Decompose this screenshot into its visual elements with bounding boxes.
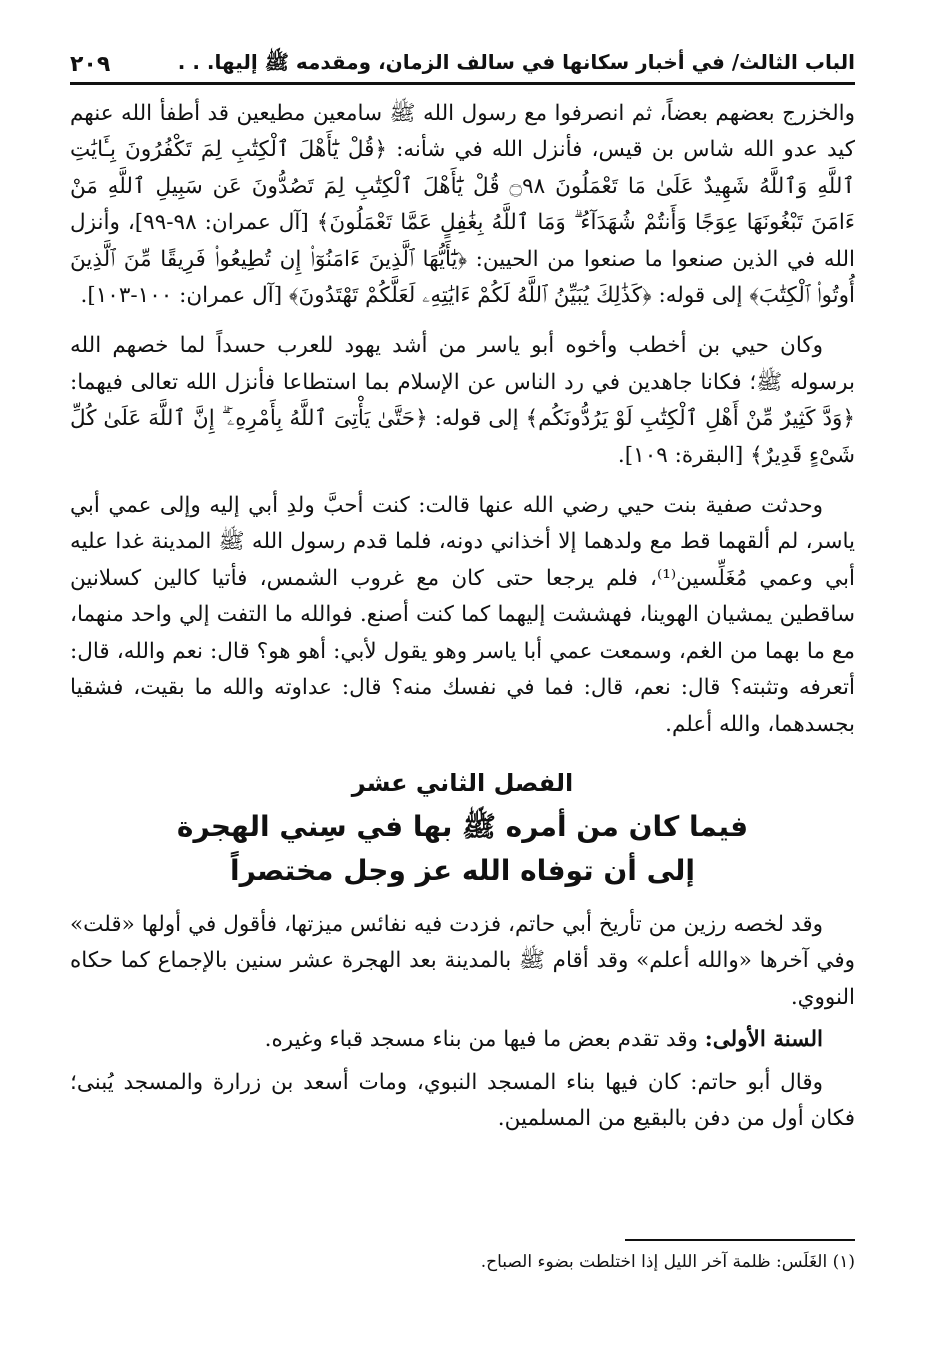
main-text bbox=[70, 96, 855, 1137]
footnote-divider bbox=[625, 1239, 855, 1241]
paragraph: وقال أبو حاتم: كان فيها بناء المسجد النبوي، ومات أسعد بن زرارة والمسجد يُبنى؛ فكان أول من دفن بالبقيع من المسلمين. bbox=[70, 1069, 855, 1131]
running-title: الباب الثالث/ في أخبار سكانها في سالف الزمان، ومقدمه ﷺ إليها. . . bbox=[177, 49, 855, 74]
footnote: (١) الغَلَس: ظلمة آخر الليل إذا اختلطت بضوء الصباح. bbox=[480, 1252, 855, 1272]
paragraph: والخزرج بعضهم بعضاً، ثم انصرفوا مع رسول الله ﷺ سامعين مطيعين قد أطفأ الله عنهم كيد عدو الله شاس بن قيس، فأنزل الله في شأنه: ﴿قُلْ يَٰٓأَهْلَ ٱلْكِتَٰبِ لِمَ تَكْفُرُونَ بِـَٔايَٰتِ ٱللَّهِ وَٱللَّهُ شَهِيدٌ عَلَىٰ مَا تَعْمَلُونَ ۝٩٨ قُلْ يَٰٓأَهْلَ ٱلْكِتَٰبِ لِمَ تَصُدُّونَ عَن سَبِيلِ ٱللَّهِ مَنْ ءَامَنَ تَبْغُونَهَا عِوَجًا وَأَنتُمْ شُهَدَآءُ ۗ وَمَا ٱللَّهُ بِغَٰفِلٍ عَمَّا تَعْمَلُونَ﴾ [آل عمران: ٩٨-٩٩]، وأنزل الله في الذين صنعوا ما صنعوا من الحيين: ﴿يَٰٓأَيُّهَا ٱلَّذِينَ ءَامَنُوٓا۟ إِن تُطِيعُوا۟ فَرِيقًا مِّنَ ٱلَّذِينَ أُوتُوا۟ ٱلْكِتَٰبَ﴾ إلى قوله: ﴿كَذَٰلِكَ يُبَيِّنُ ٱللَّهُ لَكُمْ ءَايَٰتِهِۦ لَعَلَّكُمْ تَهْتَدُونَ﴾ [آل عمران: ١٠٠-١٠٣]. bbox=[70, 101, 856, 309]
chapter-title-line-2: إلى أن توفاه الله عز وجل مختصراً bbox=[229, 853, 696, 887]
paragraph: وحدثت صفية بنت حيي رضي الله عنها قالت: كنت أحبَّ ولدِ أبي إليه وإلى عمي أبي ياسر، لم ألقهما قط مع ولدهما إلا أخذاني دونه، فلما قدم رسول الله ﷺ المدينة غدا عليه أبي وعمي مُغَلِّسين⁽¹⁾، فلم يرجعا حتى كان مع غروب الشمس، فأتيا كالين كسلانين ساقطين يمشيان الهوينا، فهششت إليهما كما كنت أصنع. فوالله ما التفت إلي واحد منهما، مع ما بهما من الغم، وسمعت عمي أبا ياسر وهو يقول لأبي: أهو هو؟ قال: نعم والله، قال: أتعرفه وتثبته؟ قال: نعم، قال: فما في نفسك منه؟ قال: عداوته والله ما بقيت، فشقيا بجسدهما، والله أعلم. bbox=[70, 493, 855, 737]
page-number: ٢٠٩ bbox=[70, 51, 111, 77]
chapter-title-line-1: فيما كان من أمره ﷺ بها في سِني الهجرة bbox=[176, 809, 749, 843]
chapter-number: الفصل الثاني عشر bbox=[351, 768, 574, 797]
page-header bbox=[70, 46, 855, 85]
year-one-paragraph bbox=[70, 1022, 855, 1058]
paragraph: وقد لخصه رزين من تأريخ أبي حاتم، فزدت فيه نفائس ميزتها، فأقول في أولها «قلت» وفي آخرها «والله أعلم» وقد أقام ﷺ بالمدينة بعد الهجرة عشر سنين بالإجماع كما حكاه النووي. bbox=[70, 911, 855, 1010]
paragraph: وكان حيي بن أخطب وأخوه أبو ياسر من أشد يهود للعرب حسداً لما خصهم الله برسوله ﷺ؛ فكانا جاهدين في رد الناس عن الإسلام بما استطاعا فأنزل الله تعالى فيهما: ﴿وَدَّ كَثِيرٌ مِّنْ أَهْلِ ٱلْكِتَٰبِ لَوْ يَرُدُّونَكُم﴾ إلى قوله: ﴿حَتَّىٰ يَأْتِىَ ٱللَّهُ بِأَمْرِهِۦٓ ۗ إِنَّ ٱللَّهَ عَلَىٰ كُلِّ شَىْءٍ قَدِيرٌ﴾ [البقرة: ١٠٩]. bbox=[70, 333, 855, 468]
chapter-heading bbox=[70, 761, 855, 893]
year-one-label: السنة الأولى: bbox=[704, 1027, 823, 1053]
year-one-text: وقد تقدم بعض ما فيها من بناء مسجد قباء وغيره. bbox=[264, 1027, 705, 1053]
